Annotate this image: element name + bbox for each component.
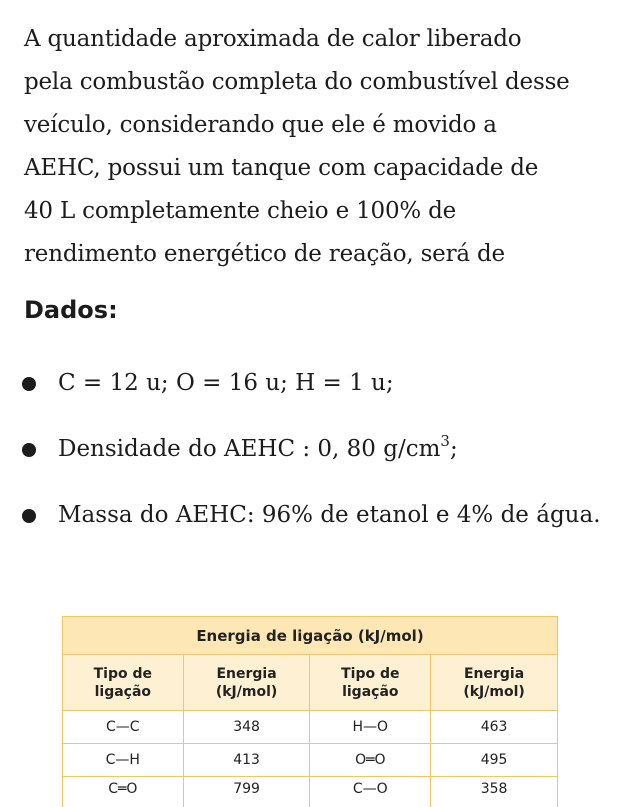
question-text xyxy=(24,18,614,276)
density-value: Densidade do AEHC : 0, 80 g/cm xyxy=(58,436,440,462)
list-item xyxy=(0,420,629,486)
table-cell: 495 xyxy=(431,744,558,777)
table-cell: 348 xyxy=(183,711,310,744)
atomic-masses: C = 12 u; O = 16 u; H = 1 u; xyxy=(58,354,394,412)
bond-energy-table xyxy=(62,616,558,807)
question-line: pela combustão completa do combustível desse xyxy=(24,61,614,104)
table-cell: O═O xyxy=(310,744,431,777)
bullet-icon xyxy=(22,377,36,391)
table-cell: C—H xyxy=(63,744,184,777)
question-line: 40 L completamente cheio e 100% de xyxy=(24,190,614,233)
dados-heading: Dados: xyxy=(24,296,118,324)
table-header-row xyxy=(63,655,558,711)
header-line: (kJ/mol) xyxy=(431,683,557,701)
table-title-row xyxy=(63,617,558,655)
table-cell: H—O xyxy=(310,711,431,744)
mass-composition: Massa do AEHC: 96% de etanol e 4% de água. xyxy=(58,486,601,544)
table-cell: C—C xyxy=(63,711,184,744)
table-row xyxy=(63,777,558,807)
density-exponent: 3 xyxy=(440,432,450,450)
table-row xyxy=(63,711,558,744)
table-title: Energia de ligação (kJ/mol) xyxy=(63,617,558,655)
list-item xyxy=(0,486,629,552)
header-bond-type xyxy=(310,655,431,711)
header-line: ligação xyxy=(63,683,183,701)
header-line: Energia xyxy=(184,665,310,683)
header-energy xyxy=(183,655,310,711)
header-line: Tipo de xyxy=(63,665,183,683)
density-suffix: ; xyxy=(450,436,458,462)
bond-energy-table-wrapper xyxy=(62,616,558,807)
table-cell: C═O xyxy=(63,777,184,807)
table-row xyxy=(63,744,558,777)
table-cell: 413 xyxy=(183,744,310,777)
header-line: ligação xyxy=(310,683,430,701)
header-energy xyxy=(431,655,558,711)
question-line: A quantidade aproximada de calor liberado xyxy=(24,18,614,61)
list-item xyxy=(0,354,629,420)
question-line: veículo, considerando que ele é movido a xyxy=(24,104,614,147)
table-cell: C—O xyxy=(310,777,431,807)
bullet-icon xyxy=(22,443,36,457)
header-line: Energia xyxy=(431,665,557,683)
header-line: Tipo de xyxy=(310,665,430,683)
table-cell: 463 xyxy=(431,711,558,744)
table-cell: 358 xyxy=(431,777,558,807)
dados-list xyxy=(0,354,629,552)
header-bond-type xyxy=(63,655,184,711)
question-line: rendimento energético de reação, será de xyxy=(24,233,614,276)
bullet-icon xyxy=(22,509,36,523)
table-cell: 799 xyxy=(183,777,310,807)
question-line: AEHC, possui um tanque com capacidade de xyxy=(24,147,614,190)
density-text xyxy=(58,420,458,478)
header-line: (kJ/mol) xyxy=(184,683,310,701)
